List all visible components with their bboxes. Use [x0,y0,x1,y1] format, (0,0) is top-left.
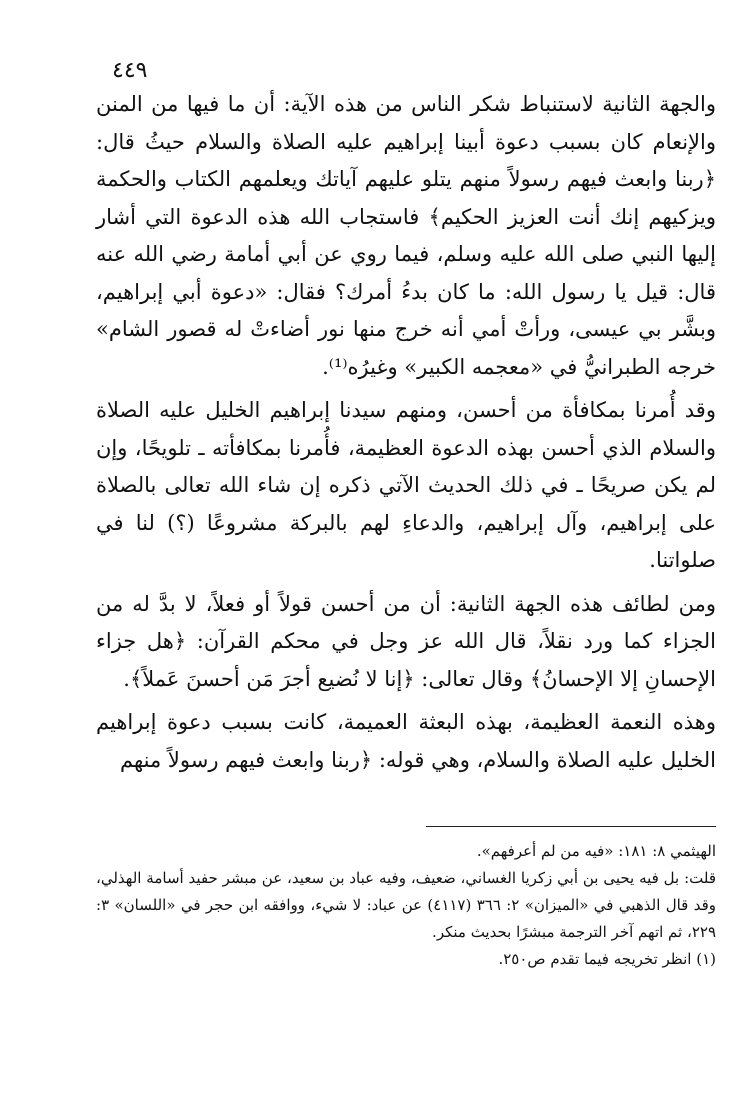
paragraph: والجهة الثانية لاستنباط شكر الناس من هذه الآية: أن ما فيها من المنن والإنعام كان بسبب دعوة أبينا إبراهيم عليه الصلاة والسلام حيثُ قال: ﴿ربنا وابعث فيهم رسولاً منهم يتلو عليهم آياتك ويعلمهم الكتاب والحكمة ويزكيهم إنك أنت العزيز الحكيم﴾ فاستجاب الله هذه الدعوة التي أشار إليها النبي صلى الله عليه وسلم، فيما روي عن أبي أمامة رضي الله عنه قال: قيل يا رسول الله: ما كان بدءُ أمرك؟ فقال: «دعوة أبي إبراهيم، وبشَّر بي عيسى، ورأتْ أمي أنه خرج منها نور أضاءتْ له قصور الشام» خرجه الطبرانيُّ في «معجمه الكبير» وغيرُه⁽¹⁾. [96,92,716,379]
paragraph: ومن لطائف هذه الجهة الثانية: أن من أحسن قولاً أو فعلاً، لا بدَّ له من الجزاء كما ورد نقلاً، قال الله عز وجل في محكم القرآن: ﴿هل جزاء الإحسانِ إلا الإحسانُ﴾ وقال تعالى: ﴿إنا لا نُضيع أجرَ مَن أحسنَ عَملاً﴾. [96,591,716,691]
footnotes [96,838,716,973]
main-text [96,86,716,779]
footnote-divider [426,826,716,827]
footnote-line: الهيثمي ٨: ١٨١: «فيه من لم أعرفهم». [476,842,716,860]
paragraph: وهذه النعمة العظيمة، بهذه البعثة العميمة، كانت بسبب دعوة إبراهيم الخليل عليه الصلاة والسلام، وهي قوله: ﴿ربنا وابعث فيهم رسولاً منهم [96,710,716,772]
footnote-line: (١) انظر تخريجه فيما تقدم ص٢٥٠. [498,950,716,968]
footnote-line: قلت: بل فيه يحيى بن أبي زكريا الغساني، ضعيف، وفيه عباد بن سعيد، عن مبشر حفيد أسامة الهذلي، وقد قال الذهبي في «الميزان» ٢: ٣٦٦ (٤١١٧) عن عباد: لا شيء، ووافقه ابن حجر في «اللسان» ٣: ٢٢٩، ثم اتهم آخر الترجمة مبشرًا بحديث منكر. [96,869,716,941]
paragraph: وقد أُمرنا بمكافأة من أحسن، ومنهم سيدنا إبراهيم الخليل عليه الصلاة والسلام الذي أحسن بهذه الدعوة العظيمة، فأُمرنا بمكافأته ـ تلويحًا، وإن لم يكن صريحًا ـ في ذلك الحديث الآتي ذكره إن شاء الله تعالى بالصلاة على إبراهيم، وآل إبراهيم، والدعاءِ لهم بالبركة مشروعًا (؟) لنا في صلواتنا. [96,398,716,572]
page-number: ٤٤٩ [112,58,148,83]
